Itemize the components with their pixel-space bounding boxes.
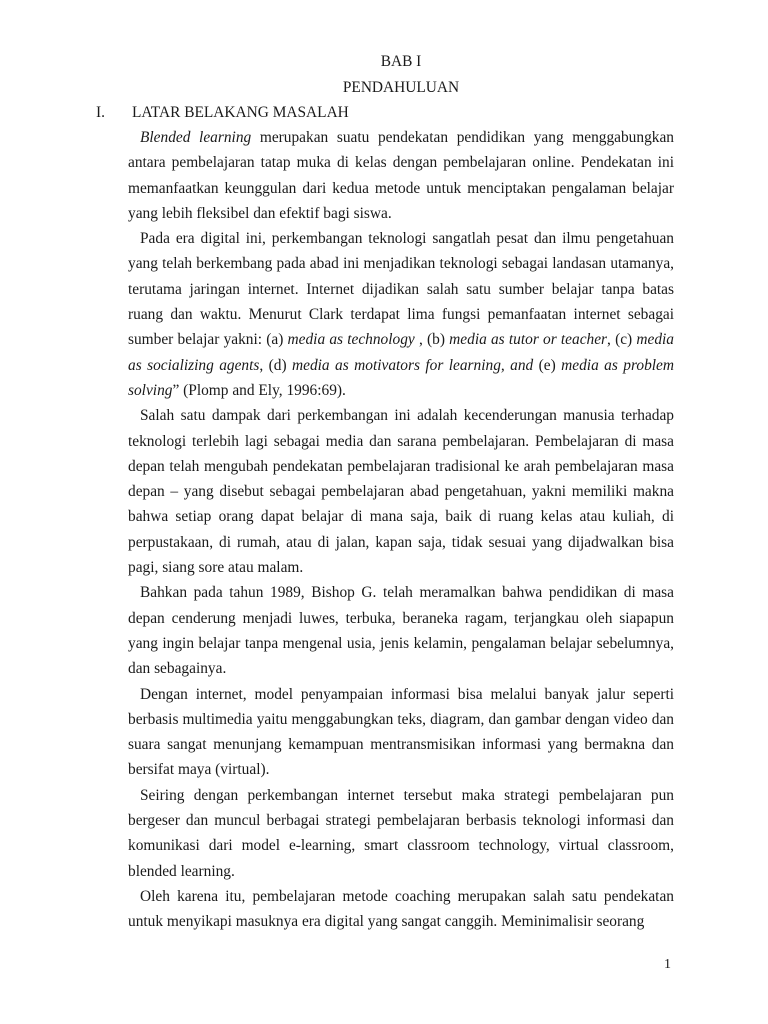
- page-number: 1: [664, 957, 671, 972]
- paragraph-4: Bahkan pada tahun 1989, Bishop G. telah meramalkan bahwa pendidikan di masa depan cenderung menjadi luwes, terbuka, beraneka ragam, terjangkau oleh siapapun yang ingin belajar tanpa mengenal usia, jenis kelamin, pengalaman belajar sebelumnya, dan sebagainya.: [128, 584, 674, 678]
- section-heading: [96, 100, 696, 125]
- paragraph-1: Blended learning merupakan suatu pendekatan pendidikan yang menggabungkan antara pembelajaran tatap muka di kelas dengan pembelajaran online. Pendekatan ini memanfaatkan keunggulan dari kedua metode untuk menciptakan pengalaman belajar yang lebih fleksibel dan efektif bagi siswa.: [128, 129, 674, 222]
- paragraph-6: Seiring dengan perkembangan internet tersebut maka strategi pembelajaran pun bergeser dan muncul berbagai strategi pembelajaran berbasis teknologi informasi dan komunikasi dari model e-learning, smart classroom technology, virtual classroom, blended learning.: [128, 786, 674, 880]
- paragraph-3: Salah satu dampak dari perkembangan ini adalah kecenderungan manusia terhadap teknologi terlebih lagi sebagai media dan sarana pembelajaran. Pembelajaran di masa depan telah mengubah pendekatan pembelajaran tradisional ke arah pembelajaran masa depan – yang disebut sebagai pembelajaran abad pengetahuan, yakni memiliki makna bahwa setiap orang dapat belajar di mana saja, baik di ruang kelas atau kuliah, di perpustakaan, di rumah, atau di jalan, kapan saja, tidak sesuai yang dijadwalkan bisa pagi, siang sore atau malam.: [128, 407, 674, 577]
- section-number: I.: [96, 104, 105, 121]
- chapter-label: BAB I: [380, 53, 422, 70]
- paragraph-7: Oleh karena itu, pembelajaran metode coaching merupakan salah satu pendekatan untuk menyikapi masuknya era digital yang sangat canggih. Meminimalisir seorang: [128, 887, 674, 931]
- chapter-title: PENDAHULUAN: [342, 79, 460, 96]
- paragraph-5: Dengan internet, model penyampaian informasi bisa melalui banyak jalur seperti berbasis multimedia yaitu menggabungkan teks, diagram, dan gambar dengan video dan suara sangat menunjang kemampuan mentransmisikan informasi yang bermakna dan bersifat maya (virtual).: [128, 685, 674, 779]
- term-blended-learning: Blended learning: [140, 129, 252, 146]
- section-title: LATAR BELAKANG MASALAH: [132, 104, 349, 121]
- paragraph-2: Pada era digital ini, perkembangan teknologi sangatlah pesat dan ilmu pengetahuan yang telah berkembang pada abad ini menjadikan teknologi sebagai landasan utamanya, terutama jaringan internet. Internet dijadikan salah satu sumber belajar tanpa batas ruang dan waktu. Menurut Clark terdapat lima fungsi pemanfaatan internet sebagai sumber belajar yakni: (a) media as technology , (b) media as tutor or teacher, (c) media as socializing agents, (d) media as motivators for learning, and (e) media as problem solving” (Plomp and Ely, 1996:69).: [128, 230, 675, 399]
- document-body: [128, 125, 674, 935]
